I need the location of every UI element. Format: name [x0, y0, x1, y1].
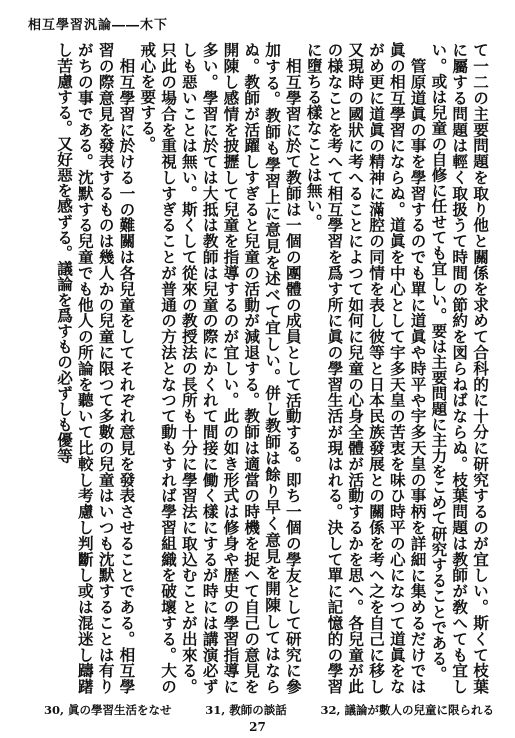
- paragraph: 管原道眞の事を學習するのでも單に道眞や時平や宇多天皇の事柄を詳細に集めるだけでは眞の相互學習にならぬ。道眞を中心として宇多天皇の苦衷を味ひ時平の心になつて道眞をながめ更に道眞の精神に滿腔の同情を表し彼等と日本民族發展との關係を考へ之を自己に移し又現時の國狀に考へることによつて如何に兒童の心身全體が活動するかを思へ。各兒童が此の様なことを考へて相互學習を爲す所に眞の學習生活が現はれる。決して單に記憶的の學習に墮ちる樣なことは無い。: [304, 42, 428, 694]
- page-number: 27: [249, 720, 266, 734]
- marginal-note: 32, 議論が數人の兒童に限られる: [320, 703, 494, 717]
- marginal-note: 30, 眞の學習生活をなせ: [44, 703, 172, 717]
- paragraph: 相互學習に於ける一の難關は各兒童をしてそれぞれ意見を發表させることである。相互學習の際意見を發表するものは幾人かの兒童に限つて多數の兒童はいつも沈默することは有りがちの事である。沈默する兒童でも他人の所論を聽いて比較し考慮し判斷し或は混迷し躊躇し苦慮する。又好惡を感ずる。議論を爲すもの必ずしも優等: [55, 42, 137, 694]
- marginal-note: 31, 教師の談話: [205, 703, 287, 717]
- running-header: 相互學習汎論――木下: [28, 18, 169, 33]
- paragraph: 相互學習に於て教師は一個の團體の成員として活動する。即ち一個の學友として研究に參加する。教師も學習上に意見を述べて宜しい。併し教師は餘り早く意見を開陳してはならぬ。教師が活躍しすぎると兒童の活動が減退する。教師は適當の時機を捉へて自己の意見を開陳し感情を披攊して兒童を指導するのが宜しい。此の如き形式は修身や歴史の學習指導に多い。學習に於ては大抵は教師は兒童の際にかくれて間接に働く樣にするが時には講演必ずしも惡いことは無い。斯くして從來の教授法の長所も十分に學習法に取込むことが出來る。只此の場合を重視しすぎることが普通の方法となつて動もすれば學習組織を破壞する。大の戒心を要する。: [138, 42, 303, 694]
- body-text: [30, 42, 490, 694]
- paragraph: て一二の主要問題を取り他と關係を求めて合科的に十分に研究するのが宜しい。斯くて枝葉に屬する問題は輕く取扱うて時間の節約を図らねばならぬ。枝葉問題は教師が敎へても宜しい。或は兒童の自修に任せても宜しい。要は主要問題に主力をこめて研究することである。: [429, 42, 490, 694]
- marginal-notes: [44, 702, 494, 718]
